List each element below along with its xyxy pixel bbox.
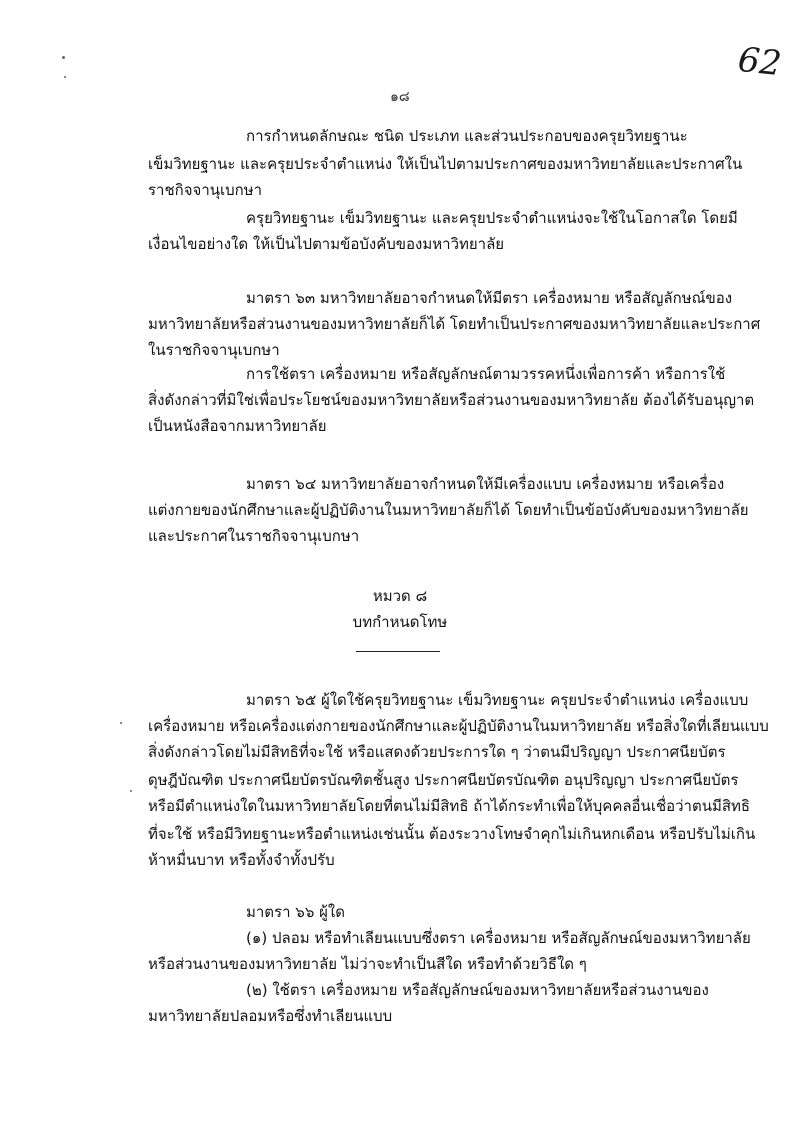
text-line: แต่งกายของนักศึกษาและผู้ปฏิบัติงานในมหาวิทยาลัยก็ได้ โดยทำเป็นข้อบังคับของมหาวิทยาลัย [148,501,749,519]
clause-1-line: (๑) ปลอม หรือทำเลียนแบบซึ่งตรา เครื่องหมาย หรือสัญลักษณ์ของมหาวิทยาลัย [246,929,751,947]
chapter-title: บทกำหนดโทษ [352,613,448,631]
text-line: ราชกิจจานุเบกษา [148,181,263,199]
text-line: เข็มวิทยฐานะ และครุยประจำตำแหน่ง ให้เป็นไปตามประกาศของมหาวิทยาลัยและประกาศใน [148,155,743,173]
text-line: หรือส่วนงานของมหาวิทยาลัย ไม่ว่าจะทำเป็นสีใด หรือทำด้วยวิธีใด ๆ [148,955,587,973]
section-64-line: มาตรา ๖๔ มหาวิทยาลัยอาจกำหนดให้มีเครื่องแบบ เครื่องหมาย หรือเครื่อง [246,475,725,493]
text-line: หรือมีตำแหน่งใดในมหาวิทยาลัยโดยที่ตนไม่มีสิทธิ ถ้าได้กระทำเพื่อให้บุคคลอื่นเชื่อว่าตนมีสิทธิ [148,797,751,815]
text-line: ห้าหมื่นบาท หรือทั้งจำทั้งปรับ [148,851,335,869]
text-line: การกำหนดลักษณะ ชนิด ประเภท และส่วนประกอบของครุยวิทยฐานะ [246,127,688,145]
text-line: สิ่งดังกล่าวโดยไม่มีสิทธิที่จะใช้ หรือแสดงด้วยประการใด ๆ ว่าตนมีปริญญา ประกาศนียบัตร [148,743,726,761]
text-line: สิ่งดังกล่าวที่มิใช่เพื่อประโยชน์ของมหาวิทยาลัยหรือส่วนงานของมหาวิทยาลัย ต้องได้รับอนุญาต [148,391,755,409]
text-line: การใช้ตรา เครื่องหมาย หรือสัญลักษณ์ตามวรรคหนึ่งเพื่อการค้า หรือการใช้ [246,365,726,383]
text-line: มหาวิทยาลัยปลอมหรือซึ่งทำเลียนแบบ [148,1007,393,1025]
scan-speck [130,790,132,792]
section-65-line: มาตรา ๖๕ ผู้ใดใช้ครุยวิทยฐานะ เข็มวิทยฐานะ ครุยประจำตำแหน่ง เครื่องแบบ [246,691,749,709]
text-line: ที่จะใช้ หรือมีวิทยฐานะหรือตำแหน่งเช่นนั้น ต้องระวางโทษจำคุกไม่เกินหกเดือน หรือปรับไม่เกิน [148,825,756,843]
text-line: มหาวิทยาลัยหรือส่วนงานของมหาวิทยาลัยก็ได้ โดยทำเป็นประกาศของมหาวิทยาลัยและประกาศ [148,315,761,333]
text-line: เงื่อนไขอย่างใด ให้เป็นไปตามข้อบังคับของมหาวิทยาลัย [148,235,505,253]
scan-speck [62,56,65,59]
section-66-line: มาตรา ๖๖ ผู้ใด [246,903,345,921]
scan-speck [120,722,122,724]
section-63-line: มาตรา ๖๓ มหาวิทยาลัยอาจกำหนดให้มีตรา เครื่องหมาย หรือสัญลักษณ์ของ [246,289,733,307]
page-number: ๑๘ [390,89,410,105]
text-line: ครุยวิทยฐานะ เข็มวิทยฐานะ และครุยประจำตำแหน่งจะใช้ในโอกาสใด โดยมี [246,209,738,227]
text-line: ดุษฎีบัณฑิต ประกาศนียบัตรบัณฑิตชั้นสูง ประกาศนียบัตรบัณฑิต อนุปริญญา ประกาศนียบัตร [148,771,739,789]
divider [356,651,440,652]
text-line: เครื่องหมาย หรือเครื่องแต่งกายของนักศึกษาและผู้ปฏิบัติงานในมหาวิทยาลัย หรือสิ่งใดที่เลียนแบบ [148,717,769,735]
text-line: ในราชกิจจานุเบกษา [148,341,280,359]
text-line: และประกาศในราชกิจจานุเบกษา [148,527,360,545]
clause-2-line: (๒) ใช้ตรา เครื่องหมาย หรือสัญลักษณ์ของมหาวิทยาลัยหรือส่วนงานของ [246,981,709,999]
handwritten-page-number: 62 [736,39,784,85]
chapter-heading: หมวด ๘ [372,587,428,605]
text-line: เป็นหนังสือจากมหาวิทยาลัย [148,417,327,435]
scan-speck [64,76,66,78]
